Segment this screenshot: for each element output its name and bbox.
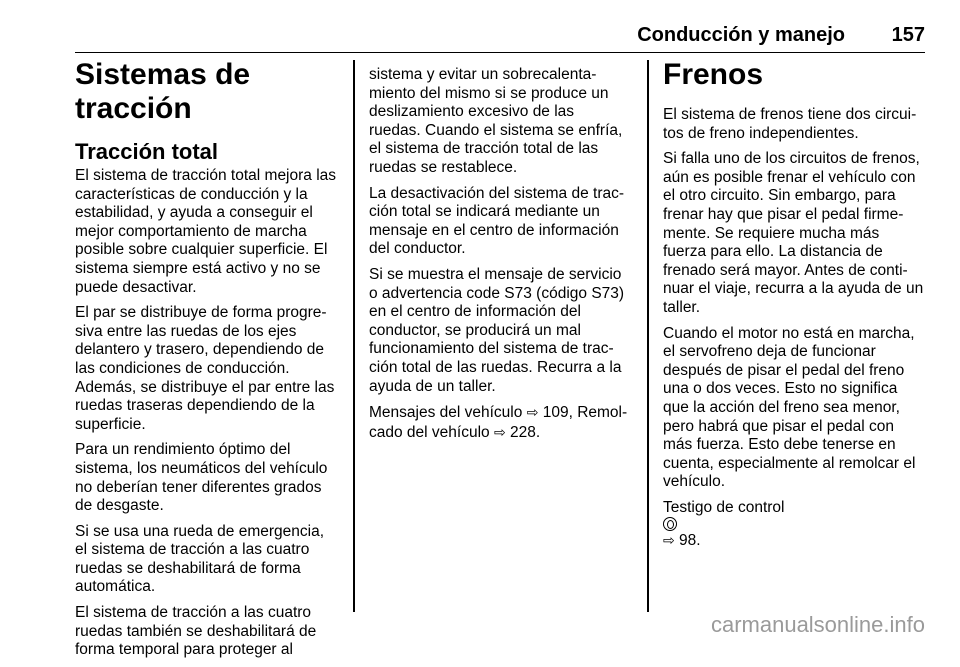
text-line: características de conducción y la — [75, 185, 308, 203]
column-divider — [353, 60, 355, 612]
column-divider — [647, 60, 649, 612]
page-ref-arrow-icon[interactable]: ⇨ — [493, 423, 506, 440]
paragraph — [75, 304, 347, 434]
paragraph — [663, 150, 928, 317]
text-line: miento del mismo si se produce un — [369, 84, 609, 102]
text-line: el sistema de tracción a las cuatro — [75, 541, 310, 559]
paragraph — [369, 66, 641, 178]
subsection-heading: Tracción total — [75, 139, 219, 164]
text-line: mejor comportamiento de marcha — [75, 222, 307, 240]
section-heading: Sistemas de tracción — [75, 58, 251, 125]
text-line: automática. — [75, 578, 156, 596]
paragraph — [75, 604, 347, 660]
text-line: el otro circuito. Sin embargo, para — [663, 187, 896, 205]
page-ref-arrow-icon[interactable]: ⇨ — [526, 404, 539, 421]
paragraph — [663, 325, 928, 492]
text-line: el servofreno deja de funcionar — [663, 343, 876, 361]
text-line: de desgaste. — [75, 497, 164, 515]
text-line: El par se distribuye de forma progre‐ — [75, 304, 327, 322]
text-line: ción total se indicará mediante un — [369, 203, 600, 221]
text-line: cuenta, especialmente al remolcar el — [663, 454, 916, 472]
text-line: pero habrá que pisar el pedal con — [663, 417, 894, 435]
text-line: ayuda de un taller. — [369, 377, 496, 395]
text-line: mensaje en el centro de información — [369, 221, 619, 239]
reference-paragraph: Testigo de control ⇨ 98. — [663, 498, 785, 550]
text-line: El sistema de tracción a las cuatro — [75, 604, 312, 622]
text-line: El sistema de tracción total mejora las — [75, 167, 337, 184]
column-2 — [369, 66, 641, 449]
text-line: ruedas se restablece. — [369, 158, 518, 176]
text-line: vehículo. — [663, 473, 726, 491]
paragraph — [369, 266, 641, 396]
text-line: deslizamiento excesivo de las — [369, 103, 575, 121]
page-number: 157 — [891, 24, 925, 46]
paragraph — [369, 185, 641, 259]
text-line: conductor, se producirá un mal — [369, 321, 581, 339]
reference-paragraph: Mensajes del vehículo ⇨ 109, Remol‐ cado del vehículo ⇨ 228. — [369, 404, 628, 441]
text-line: el sistema de tracción total de las — [369, 140, 599, 158]
text-line: nuar el viaje, recurra a la ayuda de un — [663, 280, 924, 298]
text-line: posible sobre cualquier superficie. El — [75, 241, 328, 259]
text-line: que la acción del freno sea menor, — [663, 398, 900, 416]
page-header — [75, 24, 925, 53]
section-heading: Frenos — [663, 58, 764, 91]
paragraph — [75, 167, 347, 297]
text-line: no deberían tener diferentes grados — [75, 478, 322, 496]
text-line: sistema siempre está activo y no se — [75, 259, 321, 277]
text-line: una o dos veces. Esto no significa — [663, 380, 898, 398]
text-line: ruedas. Cuando el sistema se enfría, — [369, 121, 623, 139]
text-line: Si falla uno de los circuitos de frenos, — [663, 150, 920, 168]
text-line: sistema y evitar un sobrecalenta‐ — [369, 66, 597, 83]
watermark: carmanualsonline.info — [710, 612, 925, 637]
column-3 — [663, 58, 928, 558]
text-line: Además, se distribuye el par entre las — [75, 378, 335, 396]
text-line: tos de freno independientes. — [663, 124, 859, 142]
text-line: mente. Se requiere mucha más — [663, 224, 880, 242]
text-line: más fuerza. Esto debe tenerse en — [663, 436, 896, 454]
text-line: taller. — [663, 298, 701, 316]
text-line: siva entre las ruedas de los ejes — [75, 322, 297, 340]
text-line: ruedas traseras dependiendo de la — [75, 397, 315, 415]
text-line: Si se muestra el mensaje de servicio — [369, 265, 622, 283]
text-line: ruedas también se deshabilitará de — [75, 622, 317, 640]
text-line: las condiciones de conducción. — [75, 359, 290, 377]
text-line: estabilidad, y ayuda a conseguir el — [75, 204, 313, 222]
text-line: puede desactivar. — [75, 278, 197, 296]
text-line: El sistema de frenos tiene dos circui‐ — [663, 106, 917, 123]
text-line: forma temporal para proteger al — [75, 641, 293, 659]
text-line: del conductor. — [369, 240, 466, 258]
text-line: aún es posible frenar el vehículo con — [663, 168, 916, 186]
text-line: sistema, los neumáticos del vehículo — [75, 459, 328, 477]
text-line: ruedas se deshabilitará de forma — [75, 559, 301, 577]
paragraph — [75, 441, 347, 515]
column-1 — [75, 58, 347, 667]
text-line: Cuando el motor no está en marcha, — [663, 324, 915, 342]
text-line: Si se usa una rueda de emergencia, — [75, 522, 325, 540]
text-line: después de pisar el pedal del freno — [663, 361, 905, 379]
text-line: fuerza para ello. La distancia de — [663, 243, 883, 261]
text-line: frenado será mayor. Antes de conti‐ — [663, 261, 908, 279]
brake-warning-icon — [663, 517, 677, 531]
paragraph — [75, 523, 347, 597]
text-line: frenar hay que pisar el pedal firme‐ — [663, 205, 904, 223]
text-line: La desactivación del sistema de trac‐ — [369, 184, 625, 202]
section-title: Conducción y manejo — [637, 24, 845, 46]
text-line: funcionamiento del sistema de trac‐ — [369, 340, 614, 358]
text-line: superficie. — [75, 415, 146, 433]
page-ref-arrow-icon[interactable]: ⇨ — [663, 532, 675, 549]
text-line: en el centro de información del — [369, 303, 581, 321]
text-line: delantero y trasero, dependiendo de — [75, 341, 325, 359]
paragraph — [663, 106, 928, 143]
text-line: Para un rendimiento óptimo del — [75, 441, 291, 459]
text-line: o advertencia code S73 (código S73) — [369, 284, 625, 302]
text-line: ción total de las ruedas. Recurra a la — [369, 358, 622, 376]
